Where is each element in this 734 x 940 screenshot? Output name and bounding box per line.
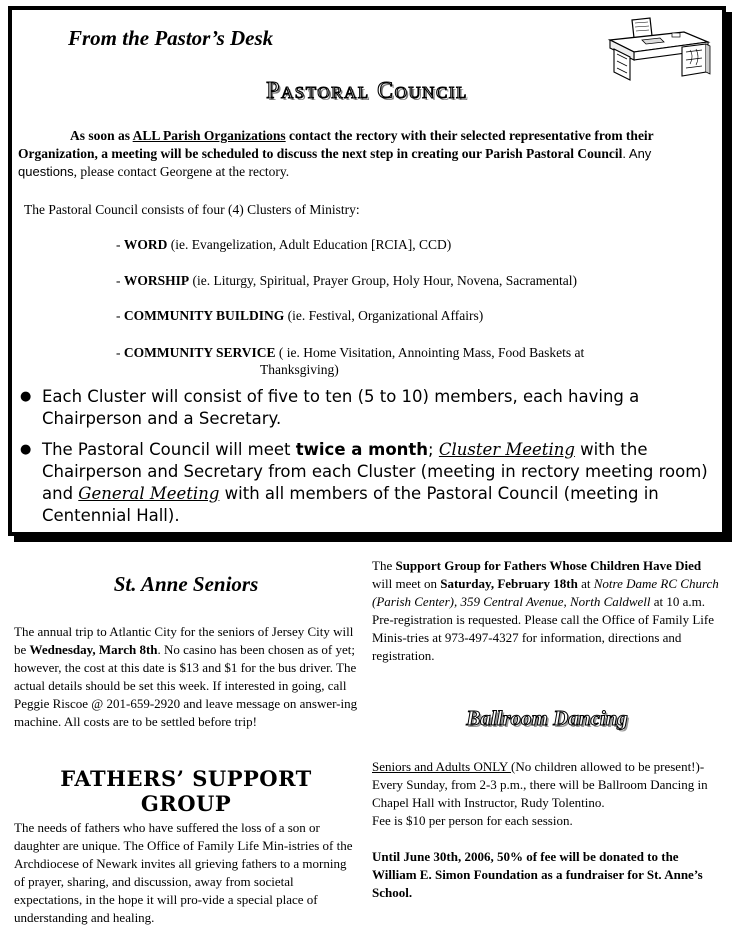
st-anne-seniors-heading: St. Anne Seniors bbox=[113, 572, 259, 596]
support-group-announcement: The Support Group for Fathers Whose Children Have Died will meet on Saturday, February 18th at Notre Dame RC Church (Parish Center), 359 Central Avenue, North Caldwell at 10 a.m. Pre-registration is requested. Please call the Office of Family Life Minis-tries at 973-497-4327 for information, directions and registration. bbox=[372, 558, 719, 663]
pastor-desk-heading: From the Pastor’s Desk bbox=[68, 26, 274, 50]
bullet-meeting-schedule: ● The Pastoral Council will meet twice a month; Cluster Meeting with the Chairperson and Secretary from each Cluster (meeting in rectory meeting room) and General Meeting with all members of the Pastoral Council (meeting in Centennial Hall). bbox=[20, 440, 708, 525]
desk-illustration-icon bbox=[602, 14, 714, 84]
pastoral-council-intro: As soon as ALL Parish Organizations contact the rectory with their selected representative from their Organization, a meeting will be scheduled to discuss the next step in creating our Parish Pastoral Council. Any questions, please contact Georgene at the rectory. bbox=[18, 128, 654, 179]
st-anne-seniors-text: The annual trip to Atlantic City for the seniors of Jersey City will be Wednesday, March 8th. No casino has been chosen as of yet; however, the cost at this date is $13 and $1 for the bus driver. The actual details should be set this week. If interested in going, call Peggie Riscoe @ 201-659-2920 and leave message on answer-ing machine. All costs are to be settled before trip! bbox=[14, 624, 358, 729]
fathers-support-group-heading: FATHERS’ SUPPORT GROUP bbox=[60, 766, 312, 816]
cluster-community-service: - COMMUNITY SERVICE ( ie. Home Visitation, Annointing Mass, Food Baskets at Thanksgiving) bbox=[116, 345, 585, 377]
pastoral-council-title: Pastoral Council bbox=[266, 78, 468, 104]
pastoral-council-box bbox=[8, 6, 726, 536]
ballroom-dancing-heading: Ballroom Dancing bbox=[466, 706, 628, 730]
fathers-support-group-text: The needs of fathers who have suffered the loss of a son or daughter are unique. The Office of Family Life Min-istries of the Archdiocese of Newark invites all grieving fathers to a morning of prayer, sharing, and discussion, away from societal expectations, in the hope it will pro-vide a special place of understanding and healing. bbox=[14, 820, 353, 925]
bullet-icon: ● bbox=[20, 389, 32, 404]
ballroom-donation-note: Until June 30th, 2006, 50% of fee will be donated to the William E. Simon Foundation as a fundraiser for St. Anne’s School. bbox=[372, 849, 703, 900]
ballroom-fee: Fee is $10 per person for each session. bbox=[372, 813, 573, 828]
cluster-worship: - WORSHIP (ie. Liturgy, Spiritual, Prayer Group, Holy Hour, Novena, Sacramental) bbox=[116, 273, 578, 288]
bullet-cluster-size: ● Each Cluster will consist of five to ten (5 to 10) members, each having a Chairperson and a Secretary. bbox=[20, 387, 640, 428]
council-bullet-list bbox=[16, 386, 716, 536]
cluster-community-building: - COMMUNITY BUILDING (ie. Festival, Organizational Affairs) bbox=[116, 308, 484, 323]
clusters-intro: The Pastoral Council consists of four (4) Clusters of Ministry: bbox=[24, 202, 360, 217]
cluster-word: - WORD (ie. Evangelization, Adult Education [RCIA], CCD) bbox=[116, 237, 452, 252]
bullet-icon: ● bbox=[20, 442, 32, 457]
ballroom-dancing-text: Seniors and Adults ONLY (No children allowed to be present!)-Every Sunday, from 2-3 p.m., there will be Ballroom Dancing in Chapel Hall with Instructor, Rudy Tolentino. Fee is $10 per person for each session. Until June 30th, 2006, 50% of fee will be donated to the William E. Simon Foundation as a fundraiser for St. Anne’s School. bbox=[372, 759, 708, 900]
